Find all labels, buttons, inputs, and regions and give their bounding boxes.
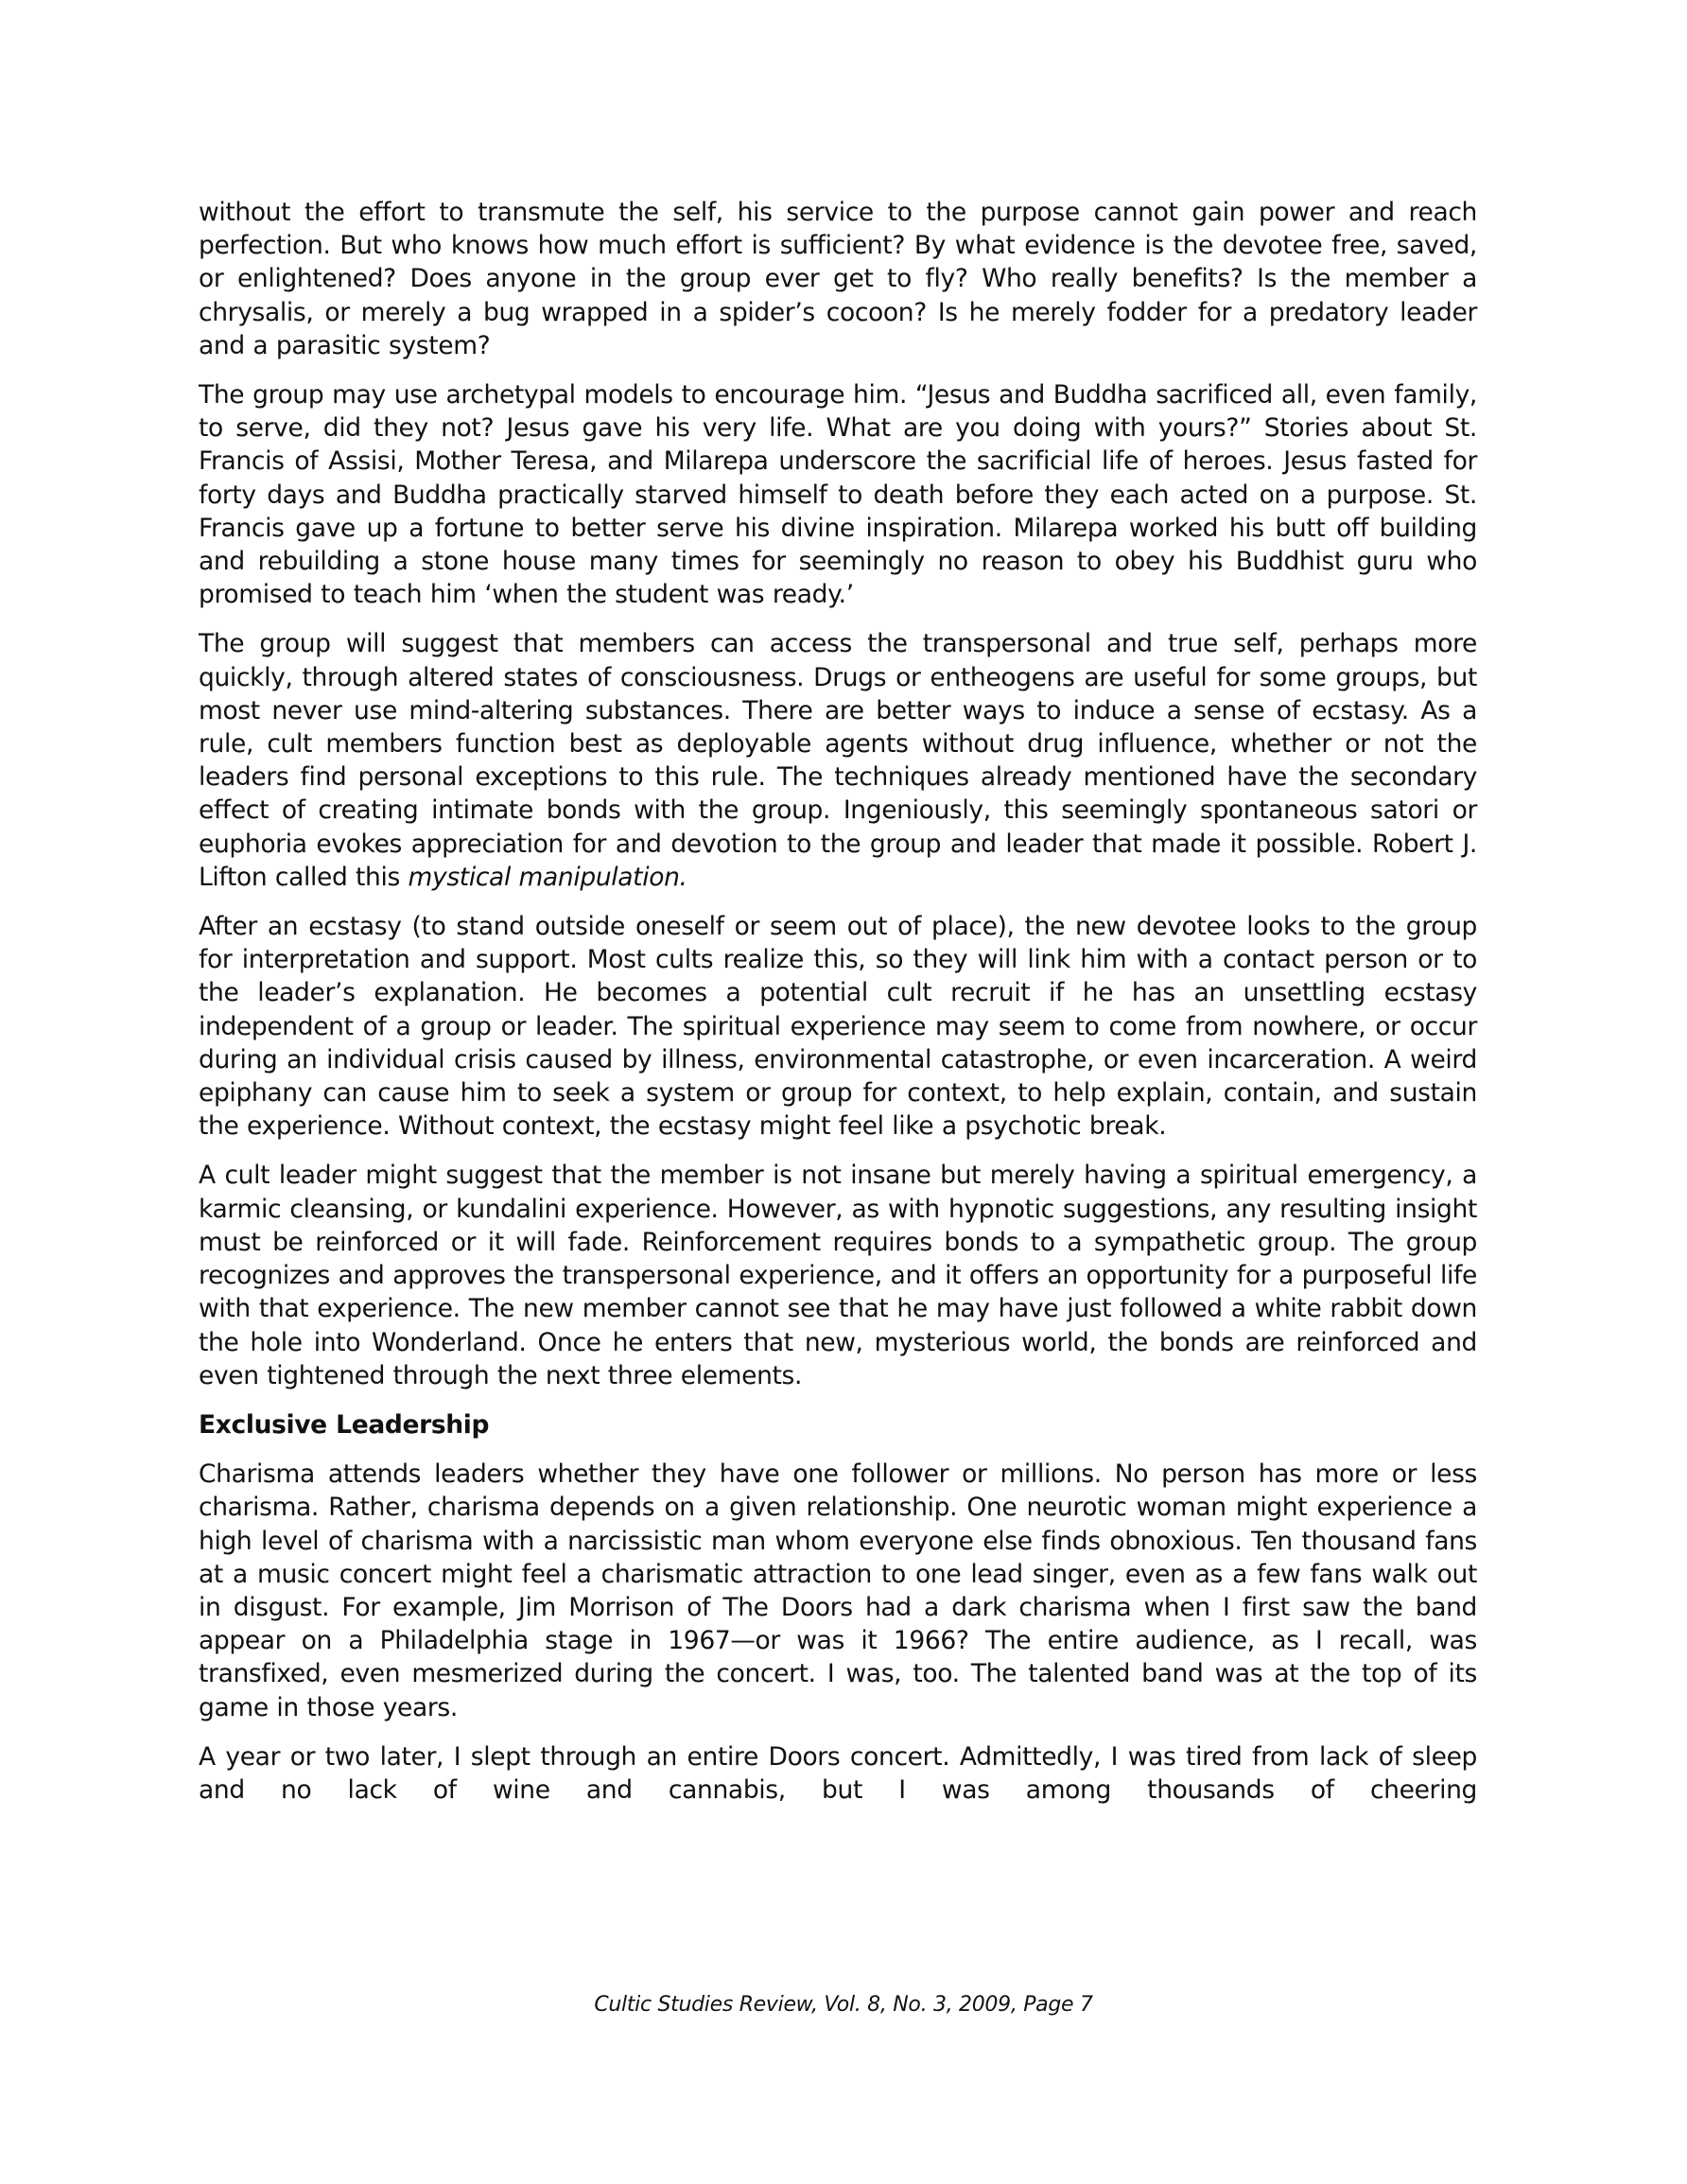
section-heading-exclusive-leadership: Exclusive Leadership [199, 1409, 490, 1440]
page-body [199, 196, 1477, 1823]
paragraph-effort-questions: without the effort to transmute the self, his service to the purpose cannot gain power and reach perfection. But who knows how much effort is sufficient? By what evidence is the devotee free, saved, or enlightened? Does anyone in the group ever get to fly? Who really benefits? Is the member a chrysalis, or merely a bug wrapped in a spider’s cocoon? Is he merely fodder for a predatory leader and a parasitic system? [199, 198, 1477, 360]
paragraph-cult-leader-suggestion: A cult leader might suggest that the member is not insane but merely having a spiritual emergency, a karmic cleansing, or kundalini experience. However, as with hypnotic suggestions, any resulting insight must be reinforced or it will fade. Reinforcement requires bonds to a sympathetic group. The group recognizes and approves the transpersonal experience, and it offers an opportunity for a purposeful life with that experience. The new member cannot see that he may have just followed a white rabbit down the hole into Wonderland. Once he enters that new, mysterious world, the bonds are reinforced and even tightened through the next three elements. [199, 1161, 1477, 1390]
paragraph-altered-states [199, 627, 1477, 894]
paragraph-doors-concert: A year or two later, I slept through an entire Doors concert. Admittedly, I was tired from lack of sleep and no lack of wine and cannabis, but I was among thousands of cheering [199, 1741, 1477, 1805]
page-footer: Cultic Studies Review, Vol. 8, No. 3, 2009, Page 7 [594, 1993, 1093, 2017]
paragraph-altered-states-text: The group will suggest that members can access the transpersonal and true self, perhaps more quickly, through altered states of consciousness. Drugs or entheogens are useful for some groups, but most never use mind-altering substances. There are better ways to induce a sense of ecstasy. As a rule, cult members function best as deployable agents without drug influence, whether or not the leaders find personal exceptions to this rule. The techniques already mentioned have the secondary effect of creating intimate bonds with the group. Ingeniously, this seemingly spontaneous satori or euphoria evokes appreciation for and devotion to the group and leader that made it possible. Robert J. Lifton called this [199, 629, 1477, 892]
paragraph-archetypal-models: The group may use archetypal models to encourage him. “Jesus and Buddha sacrificed all, even family, to serve, did they not? Jesus gave his very life. What are you doing with yours?” Stories about St. Francis of Assisi, Mother Teresa, and Milarepa underscore the sacrificial life of heroes. Jesus fasted for forty days and Buddha practically starved himself to death before they each acted on a purpose. St. Francis gave up a fortune to better serve his divine inspiration. Milarepa worked his butt off building and rebuilding a stone house many times for seemingly no reason to obey his Buddhist guru who promised to teach him ‘when the student was ready.’ [199, 380, 1477, 610]
paragraph-charisma: Charisma attends leaders whether they have one follower or millions. No person has more or less charisma. Rather, charisma depends on a given relationship. One neurotic woman might experience a high level of charisma with a narcissistic man whom everyone else finds obnoxious. Ten thousand fans at a music concert might feel a charismatic attraction to one lead singer, even as a few fans walk out in disgust. For example, Jim Morrison of The Doors had a dark charisma when I first saw the band appear on a Philadelphia stage in 1967—or was it 1966? The entire audience, as I recall, was transfixed, even mesmerized during the concert. I was, too. The talented band was at the top of its game in those years. [199, 1459, 1477, 1722]
italic-term-mystical-manipulation: mystical manipulation. [408, 862, 687, 892]
paragraph-ecstasy: After an ecstasy (to stand outside oneself or seem out of place), the new devotee looks to the group for interpretation and support. Most cults realize this, so they will link him with a contact person or to the leader’s explanation. He becomes a potential cult recruit if he has an unsettling ecstasy independent of a group or leader. The spiritual experience may seem to come from nowhere, or occur during an individual crisis caused by illness, environmental catastrophe, or even incarceration. A weird epiphany can cause him to seek a system or group for context, to help explain, contain, and sustain the experience. Without context, the ecstasy might feel like a psychotic break. [199, 912, 1477, 1142]
